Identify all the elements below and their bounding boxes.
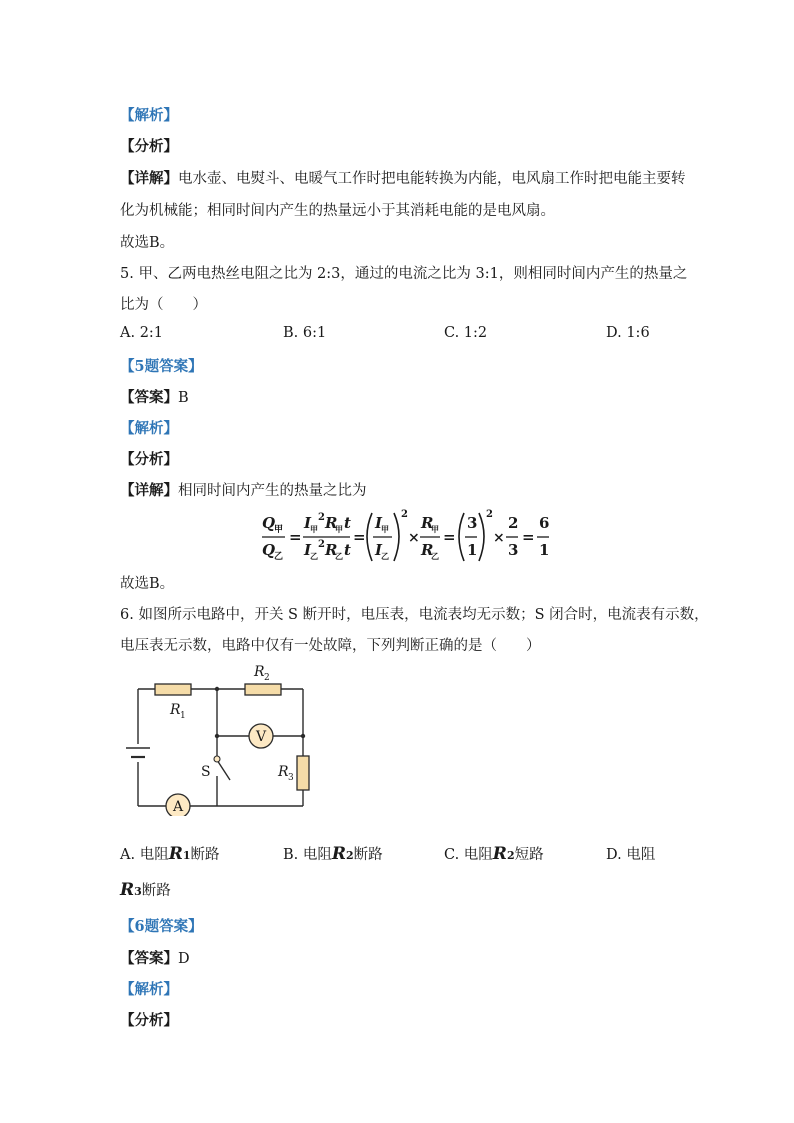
formula-exp-3: 2 — [401, 509, 408, 520]
q5-option-c: C. 1:2 — [444, 325, 488, 341]
formula-r-jia-2: R — [421, 514, 434, 532]
formula-eq-2: = — [353, 528, 366, 546]
resistor-r1 — [155, 684, 191, 695]
r2-symbol-c: R — [492, 844, 507, 864]
formula-times-1: × — [408, 530, 420, 546]
formula-t-1: t — [344, 514, 351, 532]
formula-num-2: 2 — [508, 514, 519, 532]
r1-symbol: R — [168, 844, 183, 864]
detail-line-3: 【详解】相同时间内产生的热量之比为 — [120, 482, 367, 499]
formula-num-1: 1 — [467, 541, 478, 559]
formula-exp-2: 2 — [318, 539, 325, 550]
fenxi-label-1: 【分析】 — [120, 138, 178, 155]
choice-statement-2: 故选B。 — [120, 576, 175, 592]
voltmeter-label: V — [256, 729, 267, 745]
formula-q-jia: Q — [262, 514, 276, 532]
detail-line-1: 【详解】电水壶、电熨斗、电暖气工作时把电能转换为内能，电风扇工作时把电能主要转 — [120, 170, 686, 187]
formula-i-jia-2: I — [375, 514, 383, 532]
r2-symbol: R — [331, 844, 347, 864]
formula-t-2: t — [344, 541, 351, 559]
q5-answer: 【答案】B — [120, 389, 189, 406]
question-6-line-2: 电压表无示数，电路中仅有一处故障，下列判断正确的是（ ） — [120, 638, 541, 654]
ammeter-label: A — [173, 799, 184, 815]
formula-i-yi: I — [304, 541, 312, 559]
formula-exp-4: 2 — [486, 509, 493, 520]
formula-num-6: 6 — [539, 514, 550, 532]
formula-exp-1: 2 — [318, 512, 325, 523]
formula-r-yi-2: R — [421, 541, 434, 559]
formula-num-3b: 3 — [508, 541, 519, 559]
formula-eq-4: = — [522, 528, 535, 546]
formula-num-3: 3 — [467, 514, 478, 532]
formula-i-sub-jia: 甲 — [310, 524, 318, 534]
q5-option-b: B. 6:1 — [283, 325, 327, 341]
formula-r-sub-yi-2: 乙 — [431, 551, 439, 561]
formula-r-sub-jia: 甲 — [335, 524, 343, 534]
formula-r-sub-yi: 乙 — [335, 551, 343, 561]
analysis-label-3: 【解析】 — [120, 981, 178, 998]
question-5-line-2: 比为（ ） — [120, 297, 207, 313]
formula-r-yi: R — [325, 541, 338, 559]
analysis-label-2: 【解析】 — [120, 420, 178, 437]
q6-option-d-cont: R3断路 — [120, 880, 171, 900]
question-5-line-1: 5. 甲、乙两电热丝电阻之比为 2:3，通过的电流之比为 3:1，则相同时间内产生的热量之 — [120, 266, 688, 282]
choice-statement-1: 故选B。 — [120, 235, 175, 251]
formula-i-sub-yi: 乙 — [310, 551, 318, 561]
r2-label: R — [254, 664, 265, 680]
q5-option-d: D. 1:6 — [606, 325, 650, 341]
formula-q-yi: Q — [262, 541, 276, 559]
r3-sub: 3 — [288, 773, 294, 783]
heat-ratio-formula — [260, 505, 560, 567]
q6-answer: 【答案】D — [120, 950, 190, 967]
formula-i-sub-jia-2: 甲 — [381, 524, 389, 534]
q6-option-a: A. 电阻R1断路 — [120, 844, 220, 864]
r3-label: R — [278, 764, 289, 780]
question-6-line-1: 6. 如图所示电路中，开关 S 断开时，电压表，电流表均无示数；S 闭合时，电流表有示数， — [120, 607, 709, 623]
formula-r-sub-jia-2: 甲 — [431, 524, 439, 534]
fenxi-label-3: 【分析】 — [120, 1012, 178, 1029]
r1-label: R — [170, 702, 181, 718]
q5-answer-header: 【5题答案】 — [120, 358, 203, 375]
formula-eq-3: = — [443, 528, 456, 546]
switch-label: S — [201, 764, 211, 780]
formula-sub-yi: 乙 — [274, 552, 284, 562]
formula-i-jia: I — [304, 514, 312, 532]
formula-i-sub-yi-2: 乙 — [381, 551, 389, 561]
analysis-label-1: 【解析】 — [120, 107, 178, 124]
r2-sub: 2 — [264, 673, 270, 683]
fenxi-label-2: 【分析】 — [120, 451, 178, 468]
resistor-r3 — [297, 756, 309, 790]
q6-option-b: B. 电阻R2断路 — [283, 844, 383, 864]
formula-num-1b: 1 — [539, 541, 550, 559]
r3-symbol: R — [120, 880, 135, 900]
circuit-diagram — [118, 656, 318, 816]
formula-times-2: × — [493, 530, 505, 546]
formula-eq-1: = — [289, 528, 302, 546]
q6-option-d: D. 电阻 — [606, 847, 656, 863]
r1-sub: 1 — [180, 711, 186, 721]
formula-sub-jia: 甲 — [274, 525, 284, 535]
q6-option-c: C. 电阻R2短路 — [444, 844, 544, 864]
formula-i-yi-2: I — [375, 541, 383, 559]
q5-option-a: A. 2:1 — [120, 325, 164, 341]
detail-line-2: 化为机械能；相同时间内产生的热量远小于其消耗电能的是电风扇。 — [120, 203, 555, 219]
resistor-r2 — [245, 684, 281, 695]
formula-r-jia: R — [325, 514, 338, 532]
q6-answer-header: 【6题答案】 — [120, 918, 203, 935]
